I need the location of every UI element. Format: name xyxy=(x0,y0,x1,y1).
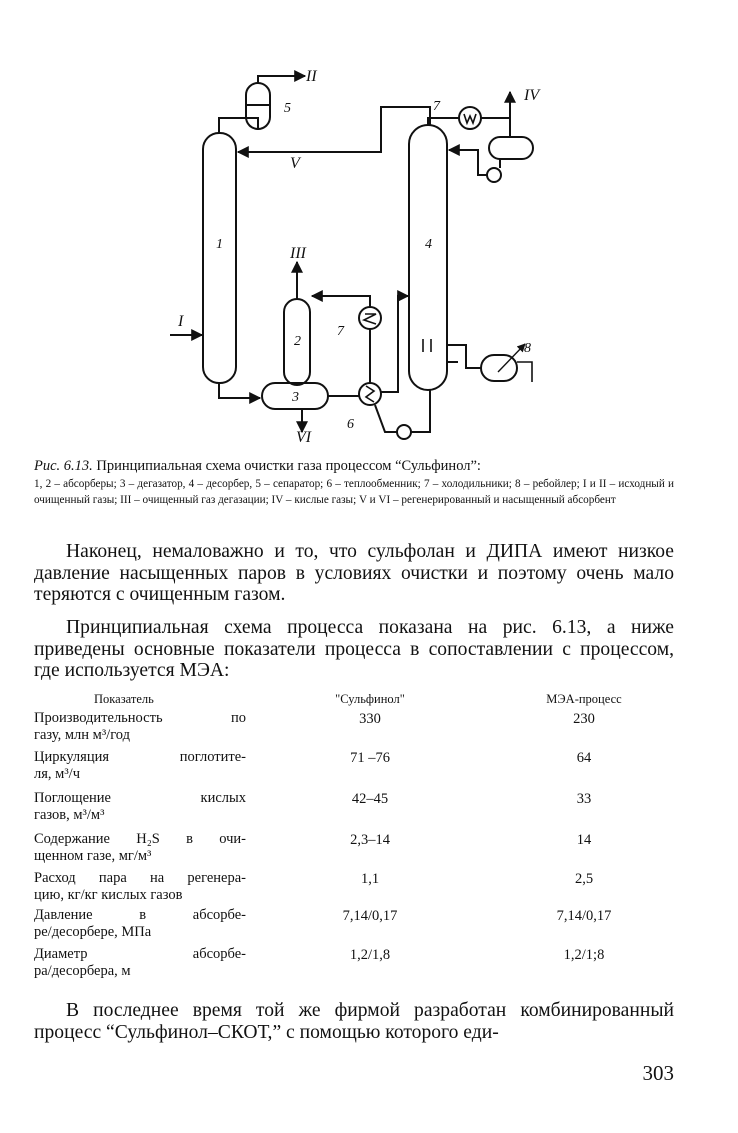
unit-label-absorber-1: 1 xyxy=(216,237,223,252)
desorber-4 xyxy=(409,125,447,390)
row-sulfinol-value: 7,14/0,17 xyxy=(342,908,398,924)
table-row xyxy=(34,749,674,782)
flow-label-regenerated: V xyxy=(290,155,300,172)
row-indicator-line-1: Поглощение кислых xyxy=(34,790,246,806)
row-mea-value: 1,2/1;8 xyxy=(563,947,605,963)
row-sulfinol-value: 42–45 xyxy=(351,791,389,807)
table-row xyxy=(34,907,674,940)
flow-label-degas-gas: III xyxy=(290,245,306,262)
unit-label-heat-exchanger-6: 6 xyxy=(347,417,354,432)
unit-label-desorber-4: 4 xyxy=(425,237,432,252)
table-row xyxy=(34,790,674,823)
header-sulfinol: "Сульфинол" xyxy=(335,692,405,707)
table-header xyxy=(34,688,674,710)
flow-label-acid-gas: IV xyxy=(524,87,540,104)
process-flow-diagram xyxy=(0,0,738,450)
row-indicator-line-2: ля, м³/ч xyxy=(34,765,80,782)
table-row xyxy=(34,831,674,864)
row-indicator xyxy=(34,946,246,979)
row-indicator-line-1: Диаметр абсорбе- xyxy=(34,946,246,962)
row-mea-value: 33 xyxy=(576,791,592,807)
unit-label-cooler-top-7: 7 xyxy=(433,99,440,114)
paragraph-1: Наконец, немаловажно и то, что сульфолан и ДИПА имеют низкое давление насыщенных паров в условиях очистки и поэтому очень мало теряются с очищенным газом. xyxy=(34,541,674,605)
cooler-mid-7 xyxy=(359,307,381,329)
row-indicator-line-1: Давление в абсорбе- xyxy=(34,907,246,923)
row-indicator-line-1: Расход пара на регенера- xyxy=(34,870,246,886)
row-sulfinol-value: 2,3–14 xyxy=(350,832,390,848)
unit-label-separator-5: 5 xyxy=(284,101,291,116)
row-mea-value: 230 xyxy=(573,711,595,727)
row-indicator-line-1: Циркуляция поглотите- xyxy=(34,749,246,765)
row-indicator-line-2: ре/десорбере, МПа xyxy=(34,923,152,940)
flow-label-out-gas: II xyxy=(306,68,317,85)
row-indicator xyxy=(34,907,246,940)
row-sulfinol-value: 1,2/1,8 xyxy=(349,947,391,963)
row-indicator xyxy=(34,710,246,743)
paragraph-2: Принципиальная схема процесса показана на рис. 6.13, а ниже приведены основные показатели процесса в сопоставлении с процессом, где используется МЭА: xyxy=(34,617,674,681)
unit-label-absorber-2: 2 xyxy=(294,334,301,349)
row-mea-value: 64 xyxy=(576,750,592,766)
row-mea-value: 14 xyxy=(576,832,592,848)
row-sulfinol-value: 330 xyxy=(359,711,381,727)
reflux-drum xyxy=(489,137,533,159)
row-indicator xyxy=(34,870,246,903)
table-body xyxy=(34,710,674,979)
figure-title: Принципиальная схема очистки газа процессом “Сульфинол”: xyxy=(96,458,481,474)
row-indicator-line-1: Содержание H₂S в очи- xyxy=(34,831,246,847)
row-indicator-line-2: ра/десорбера, м xyxy=(34,962,131,979)
pump-bottom xyxy=(397,425,411,439)
table-row xyxy=(34,710,674,743)
table-row xyxy=(34,946,674,979)
flow-label-saturated: VI xyxy=(296,429,312,446)
figure-legend: 1, 2 – абсорберы; 3 – дегазатор, 4 – десорбер, 5 – сепаратор; 6 – теплообменник; 7 – холодильники; 8 – ребойлер; I и II – исходный и очищенный газы; III – очищенный газ дегазации; IV – кислые газы; V и VI – регенерированный и насыщенный абсорбент xyxy=(34,478,674,506)
row-indicator-line-2: цию, кг/кг кислых газов xyxy=(34,886,183,903)
row-mea-value: 7,14/0,17 xyxy=(556,908,612,924)
row-indicator-line-2: газов, м³/м³ xyxy=(34,806,105,823)
comparison-table xyxy=(34,688,674,979)
row-sulfinol-value: 71 –76 xyxy=(350,750,390,766)
unit-label-reboiler-8: 8 xyxy=(524,341,531,356)
row-indicator-line-2: газу, млн м³/год xyxy=(34,726,130,743)
row-mea-value: 2,5 xyxy=(574,871,594,887)
figure-label: Рис. 6.13. xyxy=(34,458,93,474)
table-row xyxy=(34,870,674,903)
row-indicator-line-2: щенном газе, мг/м³ xyxy=(34,847,152,864)
absorber-1 xyxy=(203,133,236,383)
page-number: 303 xyxy=(642,1061,674,1085)
paragraph-3: В последнее время той же фирмой разработан комбинированный процесс “Сульфинол–СКОТ,” с помощью которого еди- xyxy=(34,1000,674,1043)
row-indicator xyxy=(34,790,246,823)
unit-label-cooler-mid-7: 7 xyxy=(337,324,344,339)
row-sulfinol-value: 1,1 xyxy=(360,871,380,887)
row-indicator xyxy=(34,749,246,782)
header-indicator: Показатель xyxy=(94,691,154,706)
header-mea: МЭА-процесс xyxy=(546,692,622,707)
flow-label-in-gas: I xyxy=(178,313,184,330)
unit-label-degasser-3: 3 xyxy=(292,390,299,405)
pump-reflux xyxy=(487,168,501,182)
row-indicator-line-1: Производительность по xyxy=(34,710,246,726)
row-indicator xyxy=(34,831,246,864)
figure-caption xyxy=(34,457,674,508)
